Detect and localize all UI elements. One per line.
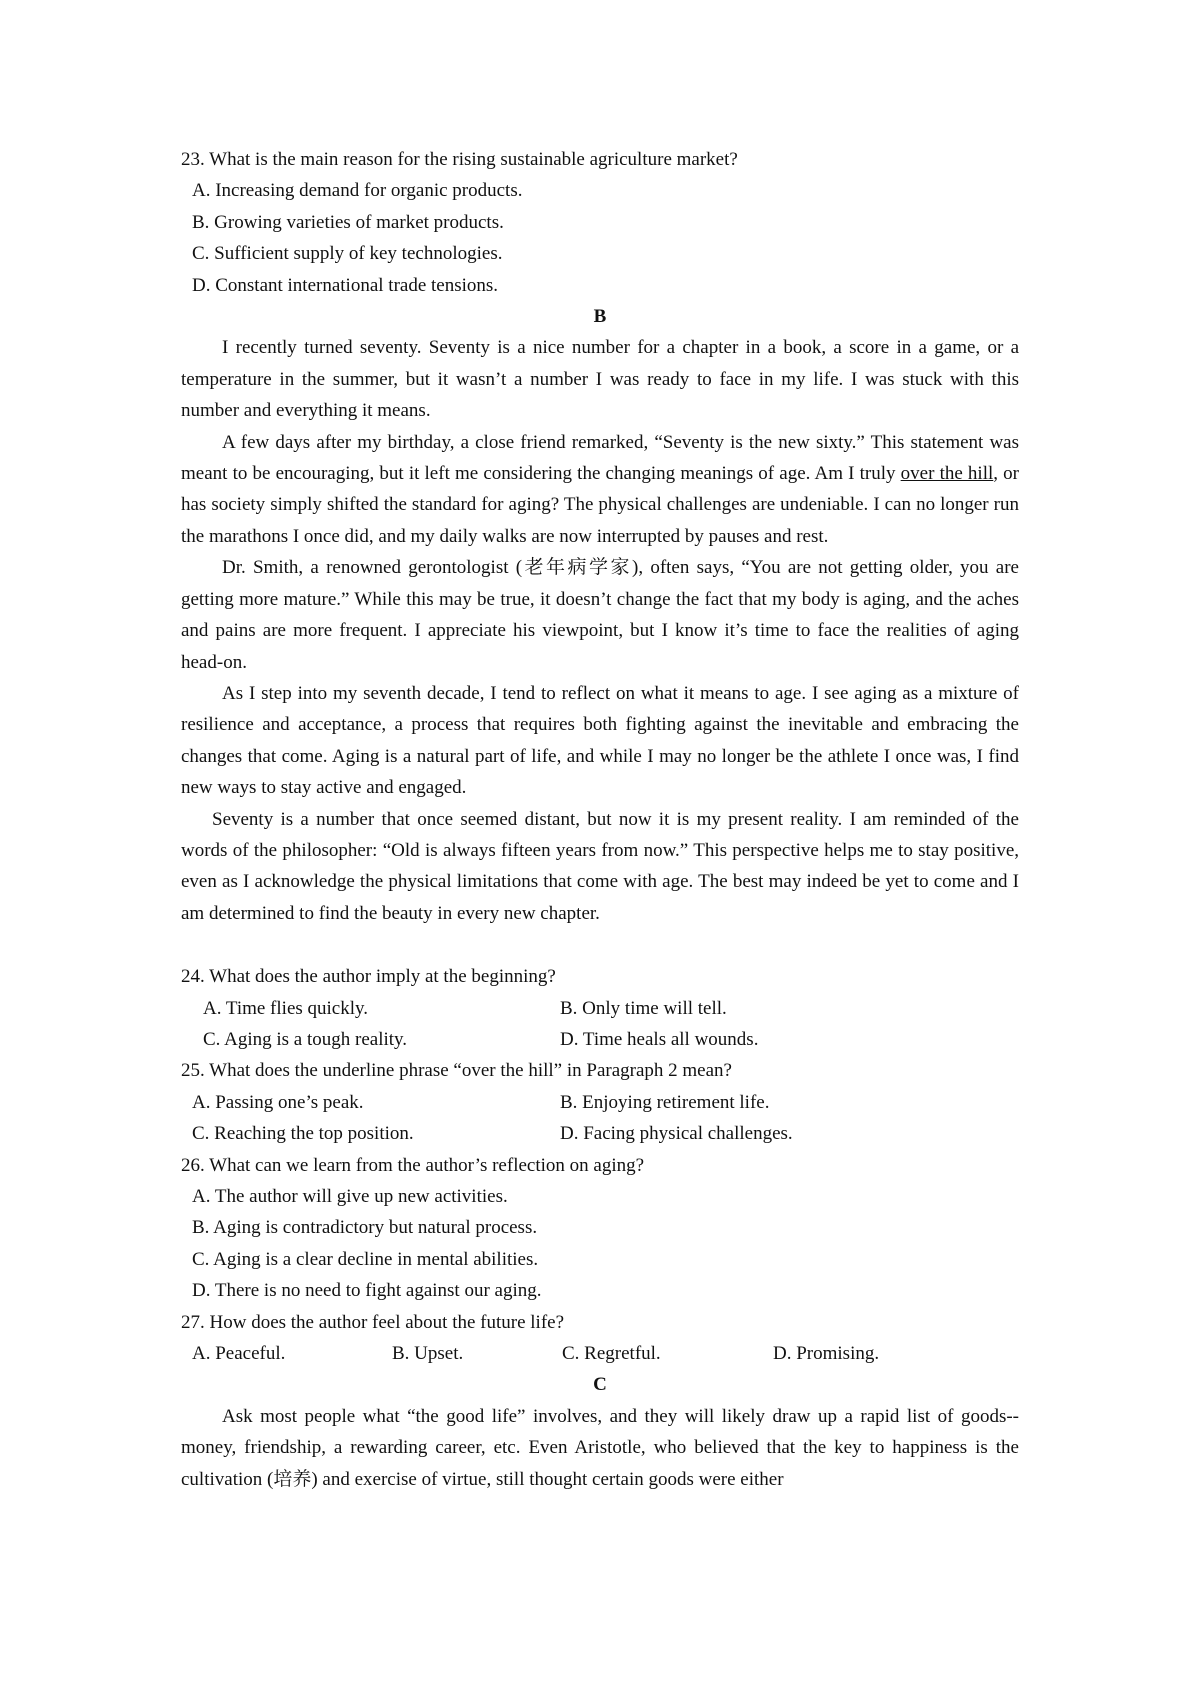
page-content [181,144,1019,1495]
question-25-option-c: C. Reaching the top position. [192,1123,414,1145]
question-24-options-row-1 [181,993,1019,1024]
spacer [181,929,1019,961]
paragraph-2-text-before: A few days after my birthday, a close friend remarked, “Seventy is the new sixty.” This statement was meant to be encouraging, but it left me considering the changing meanings of age. Am I truly [181,431,1019,485]
question-25-option-a: A. Passing one’s peak. [192,1091,364,1113]
section-c-paragraph-1: Ask most people what “the good life” involves, and they will likely draw up a rapid list of goods--money, friendship, a rewarding career, etc. Even Aristotle, who believed that the key to happiness is the cultivation (培养) and exercise of virtue, still thought certain goods were either [181,1405,1019,1490]
question-24-option-a: A. Time flies quickly. [203,997,369,1019]
question-23-option-a: A. Increasing demand for organic products. [192,180,523,202]
underlined-phrase: over the hill [900,463,994,485]
question-24-options-row-2 [181,1024,1019,1055]
question-27-options-row [181,1338,1019,1369]
question-27-option-c: C. Regretful. [562,1343,661,1365]
question-27-stem: 27. How does the author feel about the future life? [181,1311,565,1333]
question-27-option-d: D. Promising. [773,1343,880,1365]
question-26-option-b: B. Aging is contradictory but natural process. [192,1217,538,1239]
section-b-paragraph-2 [181,427,1019,553]
question-24-option-d: D. Time heals all wounds. [560,1028,759,1050]
question-24-option-c: C. Aging is a tough reality. [203,1028,408,1050]
question-23-option-d: D. Constant international trade tensions. [192,274,499,296]
question-23-option-c: C. Sufficient supply of key technologies. [192,243,503,265]
question-24-option-b: B. Only time will tell. [560,997,727,1019]
question-26-option-a: A. The author will give up new activities. [192,1186,508,1207]
section-b-paragraph-3: Dr. Smith, a renowned gerontologist (老年病学家), often says, “You are not getting older, you are getting more mature.” While this may be true, it doesn’t change the fact that my body is aging, and the aches and pains are more frequent. I appreciate his viewpoint, but I know it’s time to face the realities of aging head-on. [181,557,1019,673]
question-25-stem: 25. What does the underline phrase “over the hill” in Paragraph 2 mean? [181,1060,732,1082]
section-b-paragraph-1: I recently turned seventy. Seventy is a nice number for a chapter in a book, a score in a game, or a temperature in the summer, but it wasn’t a number I was ready to face in my life. I was stuck with this number and everything it means. [181,337,1019,422]
section-c-heading: C [593,1374,607,1396]
question-25-option-b: B. Enjoying retirement life. [560,1091,770,1113]
question-26-option-c: C. Aging is a clear decline in mental abilities. [192,1248,539,1270]
question-25-options-row-2 [181,1118,1019,1149]
section-b-heading: B [593,306,607,328]
question-24-stem: 24. What does the author imply at the beginning? [181,966,556,988]
question-27-option-b: B. Upset. [392,1343,464,1365]
question-27-option-a: A. Peaceful. [192,1343,286,1365]
question-25-option-d: D. Facing physical challenges. [560,1123,793,1145]
paragraph-2-text-after: , or has society simply shifted the standard for aging? The physical challenges are undeniable. I can no longer run the marathons I once did, and my daily walks are now interrupted by pauses and rest. [181,463,1020,547]
question-23-stem: 23. What is the main reason for the rising sustainable agriculture market? [181,149,738,170]
question-26-stem: 26. What can we learn from the author’s reflection on aging? [181,1154,645,1176]
question-26-option-d: D. There is no need to fight against our aging. [192,1280,542,1302]
question-25-options-row-1 [181,1087,1019,1118]
question-23-option-b: B. Growing varieties of market products. [192,211,504,233]
section-b-paragraph-5: Seventy is a number that once seemed distant, but now it is my present reality. I am reminded of the words of the philosopher: “Old is always fifteen years from now.” This perspective helps me to stay positive, even as I acknowledge the physical limitations that come with age. The best may indeed be yet to come and I am determined to find the beauty in every new chapter. [181,808,1019,924]
section-b-paragraph-4: As I step into my seventh decade, I tend to reflect on what it means to age. I see aging as a mixture of resilience and acceptance, a process that requires both fighting against the inevitable and embracing the changes that come. Aging is a natural part of life, and while I may no longer be the athlete I once was, I find new ways to stay active and engaged. [181,682,1019,799]
